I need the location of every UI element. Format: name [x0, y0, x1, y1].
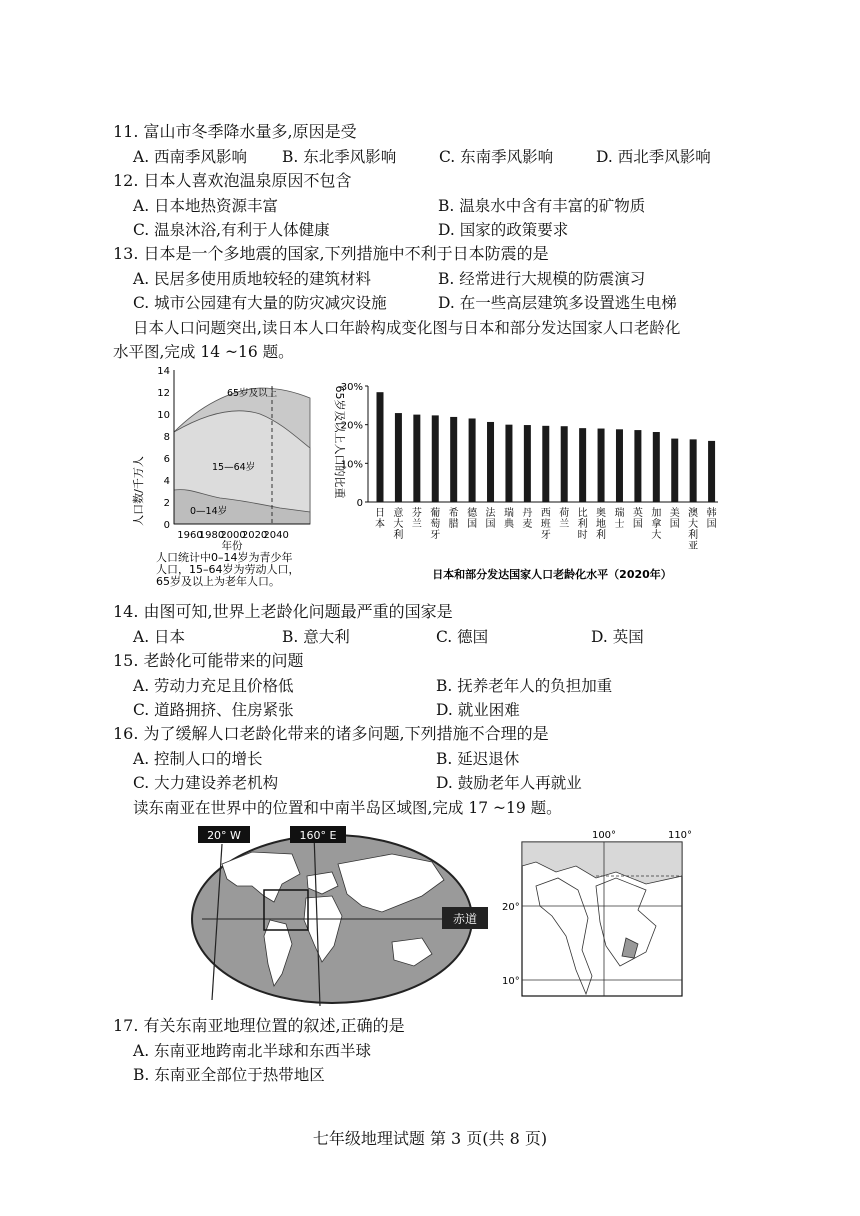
population-y-tick: 10: [157, 410, 170, 421]
intro-14-16-line1: 日本人口问题突出,读日本人口年龄构成变化图与日本和部分发达国家人口老龄化: [133, 319, 681, 337]
population-y-tick: 4: [163, 476, 170, 487]
population-y-ticks: [157, 366, 170, 531]
q16-option-d: D. 鼓励老年人再就业: [436, 774, 582, 792]
aging-bar: [579, 428, 586, 502]
q14-stem: 14. 由图可知,世界上老龄化问题最严重的国家是: [113, 602, 453, 621]
world-map: [182, 824, 492, 1008]
aging-category-label: 奥地利: [596, 508, 607, 541]
aging-category-label: 瑞士: [614, 508, 625, 530]
lon-100-label: 100°: [591, 830, 617, 841]
population-y-tick: 8: [163, 432, 170, 443]
aging-category-label: 瑞典: [503, 508, 514, 530]
population-y-tick: 0: [163, 520, 170, 531]
aging-bar: [413, 415, 420, 502]
aging-chart-title: 日本和部分发达国家人口老龄化水平（2020年）: [432, 568, 672, 581]
aging-bar: [505, 425, 512, 502]
q13-option-b: B. 经常进行大规模的防震演习: [438, 270, 646, 288]
aging-category-label: 比利时: [577, 508, 588, 541]
aging-bar: [653, 432, 660, 502]
q16-option-c: C. 大力建设养老机构: [133, 774, 279, 792]
aging-category-label: 加拿大: [651, 508, 662, 541]
aging-bar: [634, 430, 641, 502]
q12-stem: 12. 日本人喜欢泡温泉原因不包含: [113, 171, 352, 190]
population-y-tick: 14: [157, 366, 170, 377]
label-160e: 160° E: [299, 829, 337, 842]
indochina-map: [496, 826, 696, 1004]
aging-bar: [598, 429, 605, 502]
aging-bar: [432, 415, 439, 502]
q11-stem: 11. 富山市冬季降水量多,原因是受: [113, 122, 357, 141]
q12-option-b: B. 温泉水中含有丰富的矿物质: [438, 197, 646, 215]
population-note-3: 65岁及以上为老年人口。: [156, 575, 280, 588]
q14-option-d: D. 英国: [591, 628, 644, 646]
q15-option-b: B. 抚养老年人的负担加重: [436, 677, 613, 695]
population-age-chart: [130, 366, 320, 588]
population-x-tick: 1960: [177, 530, 203, 541]
q16-option-b: B. 延迟退休: [436, 750, 520, 768]
q11-option-c: C. 东南季风影响: [439, 148, 554, 166]
q16-option-a: A. 控制人口的增长: [133, 750, 263, 768]
lat-20-label: 20°: [502, 902, 520, 913]
q17-option-a: A. 东南亚地跨南北半球和东西半球: [133, 1042, 372, 1060]
q13-option-a: A. 民居多使用质地较轻的建筑材料: [133, 270, 372, 288]
lon-110-label: 110°: [667, 830, 693, 841]
q14-option-b: B. 意大利: [282, 628, 350, 646]
aging-bar: [561, 426, 568, 502]
q17-stem: 17. 有关东南亚地理位置的叙述,正确的是: [113, 1016, 405, 1035]
population-y-tick: 6: [163, 454, 170, 465]
q15-option-a: A. 劳动力充足且价格低: [133, 677, 294, 695]
aging-bar: [469, 418, 476, 502]
q14-option-a: A. 日本: [133, 628, 186, 646]
population-x-tick: 2040: [263, 530, 289, 541]
aging-bar: [690, 439, 697, 502]
aging-category-label: 意大利: [393, 508, 404, 541]
label-20w: 20° W: [207, 829, 241, 842]
q14-option-c: C. 德国: [436, 628, 489, 646]
aging-category-label: 西班牙: [540, 508, 551, 541]
aging-category-label: 葡萄牙: [430, 508, 441, 541]
aging-bar: [450, 417, 457, 502]
population-x-tick: 2000: [220, 530, 246, 541]
aging-y-tick: 30%: [340, 382, 363, 393]
population-xlabel: 年份: [221, 540, 243, 552]
q11-option-d: D. 西北季风影响: [596, 148, 711, 166]
aging-bar: [524, 425, 531, 502]
population-x-tick: 2020: [241, 530, 268, 541]
q11-option-a: A. 西南季风影响: [133, 148, 248, 166]
population-y-tick: 12: [157, 388, 170, 399]
q13-option-d: D. 在一些高层建筑多设置逃生电梯: [438, 294, 677, 312]
page-footer: 七年级地理试题 第 3 页(共 8 页): [312, 1129, 548, 1148]
aging-bar: [708, 441, 715, 502]
population-note-1: 人口统计中0–14岁为青少年: [156, 551, 293, 564]
aging-category-label: 英国: [632, 508, 643, 530]
population-note-2: 人口，15–64岁为劳动人口，: [156, 563, 300, 576]
aging-bars: [377, 392, 716, 502]
aging-category-label: 澳大利亚: [688, 508, 699, 552]
aging-category-label: 韩国: [706, 508, 717, 530]
aging-bar: [616, 429, 623, 502]
q12-option-a: A. 日本地热资源丰富: [133, 197, 279, 215]
q11-option-b: B. 东北季风影响: [282, 148, 397, 166]
band-label-0-14: 0—14岁: [190, 506, 228, 517]
aging-category-labels: [375, 506, 717, 552]
population-x-tick: 1980: [198, 530, 225, 541]
aging-bar: [542, 426, 549, 502]
q13-stem: 13. 日本是一个多地震的国家,下列措施中不利于日本防震的是: [113, 244, 549, 263]
intro-17-19: 读东南亚在世界中的位置和中南半岛区域图,完成 17 ~19 题。: [133, 799, 562, 817]
q13-option-c: C. 城市公园建有大量的防灾减灾设施: [133, 294, 387, 312]
population-y-tick: 2: [163, 498, 170, 509]
q15-option-c: C. 道路拥挤、住房紧张: [133, 701, 294, 719]
aging-category-label: 芬兰: [411, 508, 422, 530]
aging-category-label: 法国: [485, 508, 496, 530]
aging-category-label: 荷兰: [559, 508, 570, 530]
q12-option-d: D. 国家的政策要求: [438, 221, 569, 239]
aging-y-tick: 20%: [340, 420, 363, 432]
aging-y-tick: 0: [356, 498, 363, 509]
aging-bar: [487, 422, 494, 502]
population-ylabel: 人口数/千万人: [132, 456, 145, 526]
aging-bar: [671, 439, 678, 502]
band-label-15-64: 15—64岁: [212, 462, 256, 473]
aging-category-label: 日本: [375, 508, 385, 530]
aging-bar: [377, 392, 384, 502]
aging-y-tick: 10%: [340, 459, 363, 471]
q12-option-c: C. 温泉沐浴,有利于人体健康: [133, 221, 330, 239]
label-equator: 赤道: [452, 912, 478, 926]
aging-bar: [395, 413, 402, 502]
q17-option-b: B. 东南亚全部位于热带地区: [133, 1066, 325, 1084]
lat-10-label: 10°: [502, 976, 520, 987]
aging-category-label: 美国: [669, 508, 680, 530]
population-bands: [174, 388, 310, 524]
aging-bar-chart: [322, 372, 732, 584]
intro-14-16-line2: 水平图,完成 14 ~16 题。: [113, 343, 294, 361]
q16-stem: 16. 为了缓解人口老龄化带来的诸多问题,下列措施不合理的是: [113, 724, 549, 743]
aging-category-label: 丹麦: [522, 508, 533, 530]
band-label-65: 65岁及以上: [227, 388, 278, 399]
aging-category-label: 德国: [467, 508, 478, 530]
aging-ylabel: 65岁及以上人口的比重: [333, 385, 346, 499]
q15-option-d: D. 就业困难: [436, 701, 520, 719]
aging-category-label: 希腊: [448, 508, 459, 530]
q15-stem: 15. 老龄化可能带来的问题: [113, 651, 304, 670]
